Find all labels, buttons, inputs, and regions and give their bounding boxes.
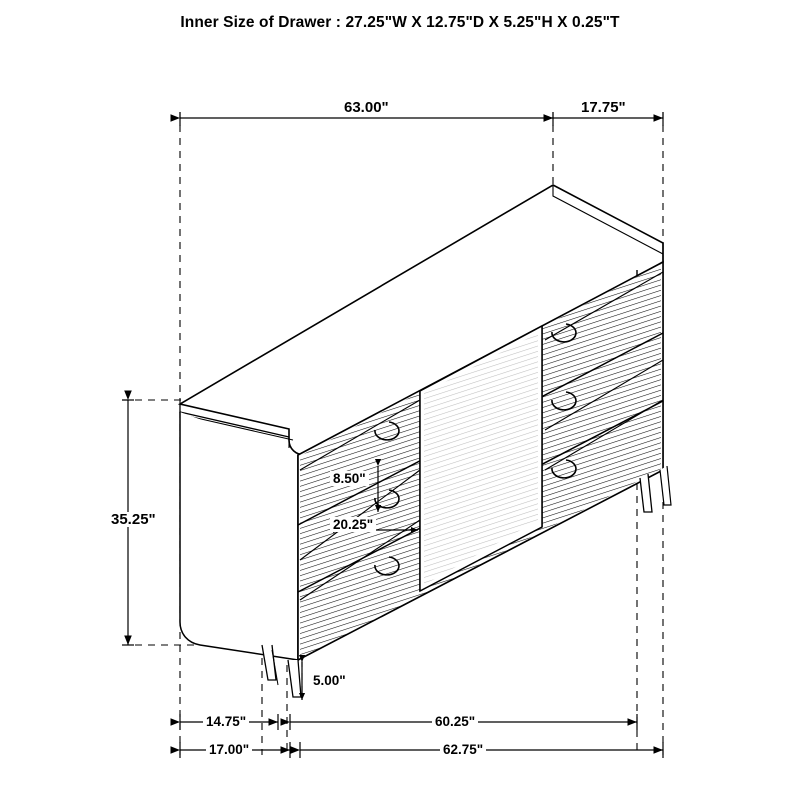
dim-label-top-side: 17.75" (578, 100, 629, 115)
dim-label-drawer-width: 20.25" (330, 517, 376, 532)
dim-label-bottom-side: 17.00" (206, 742, 252, 757)
dim-label-leg-height: 5.00" (310, 673, 349, 688)
dim-label-base-side: 14.75" (203, 714, 249, 729)
page-title: Inner Size of Drawer : 27.25"W X 12.75"D X 5.25"H X 0.25"T (180, 14, 620, 31)
dim-label-drawer-height: 8.50" (330, 471, 369, 486)
dim-label-base-front: 60.25" (432, 714, 478, 729)
dim-label-height: 35.25" (108, 512, 159, 527)
dim-label-top-width: 63.00" (341, 100, 392, 115)
dim-label-bottom-front: 62.75" (440, 742, 486, 757)
